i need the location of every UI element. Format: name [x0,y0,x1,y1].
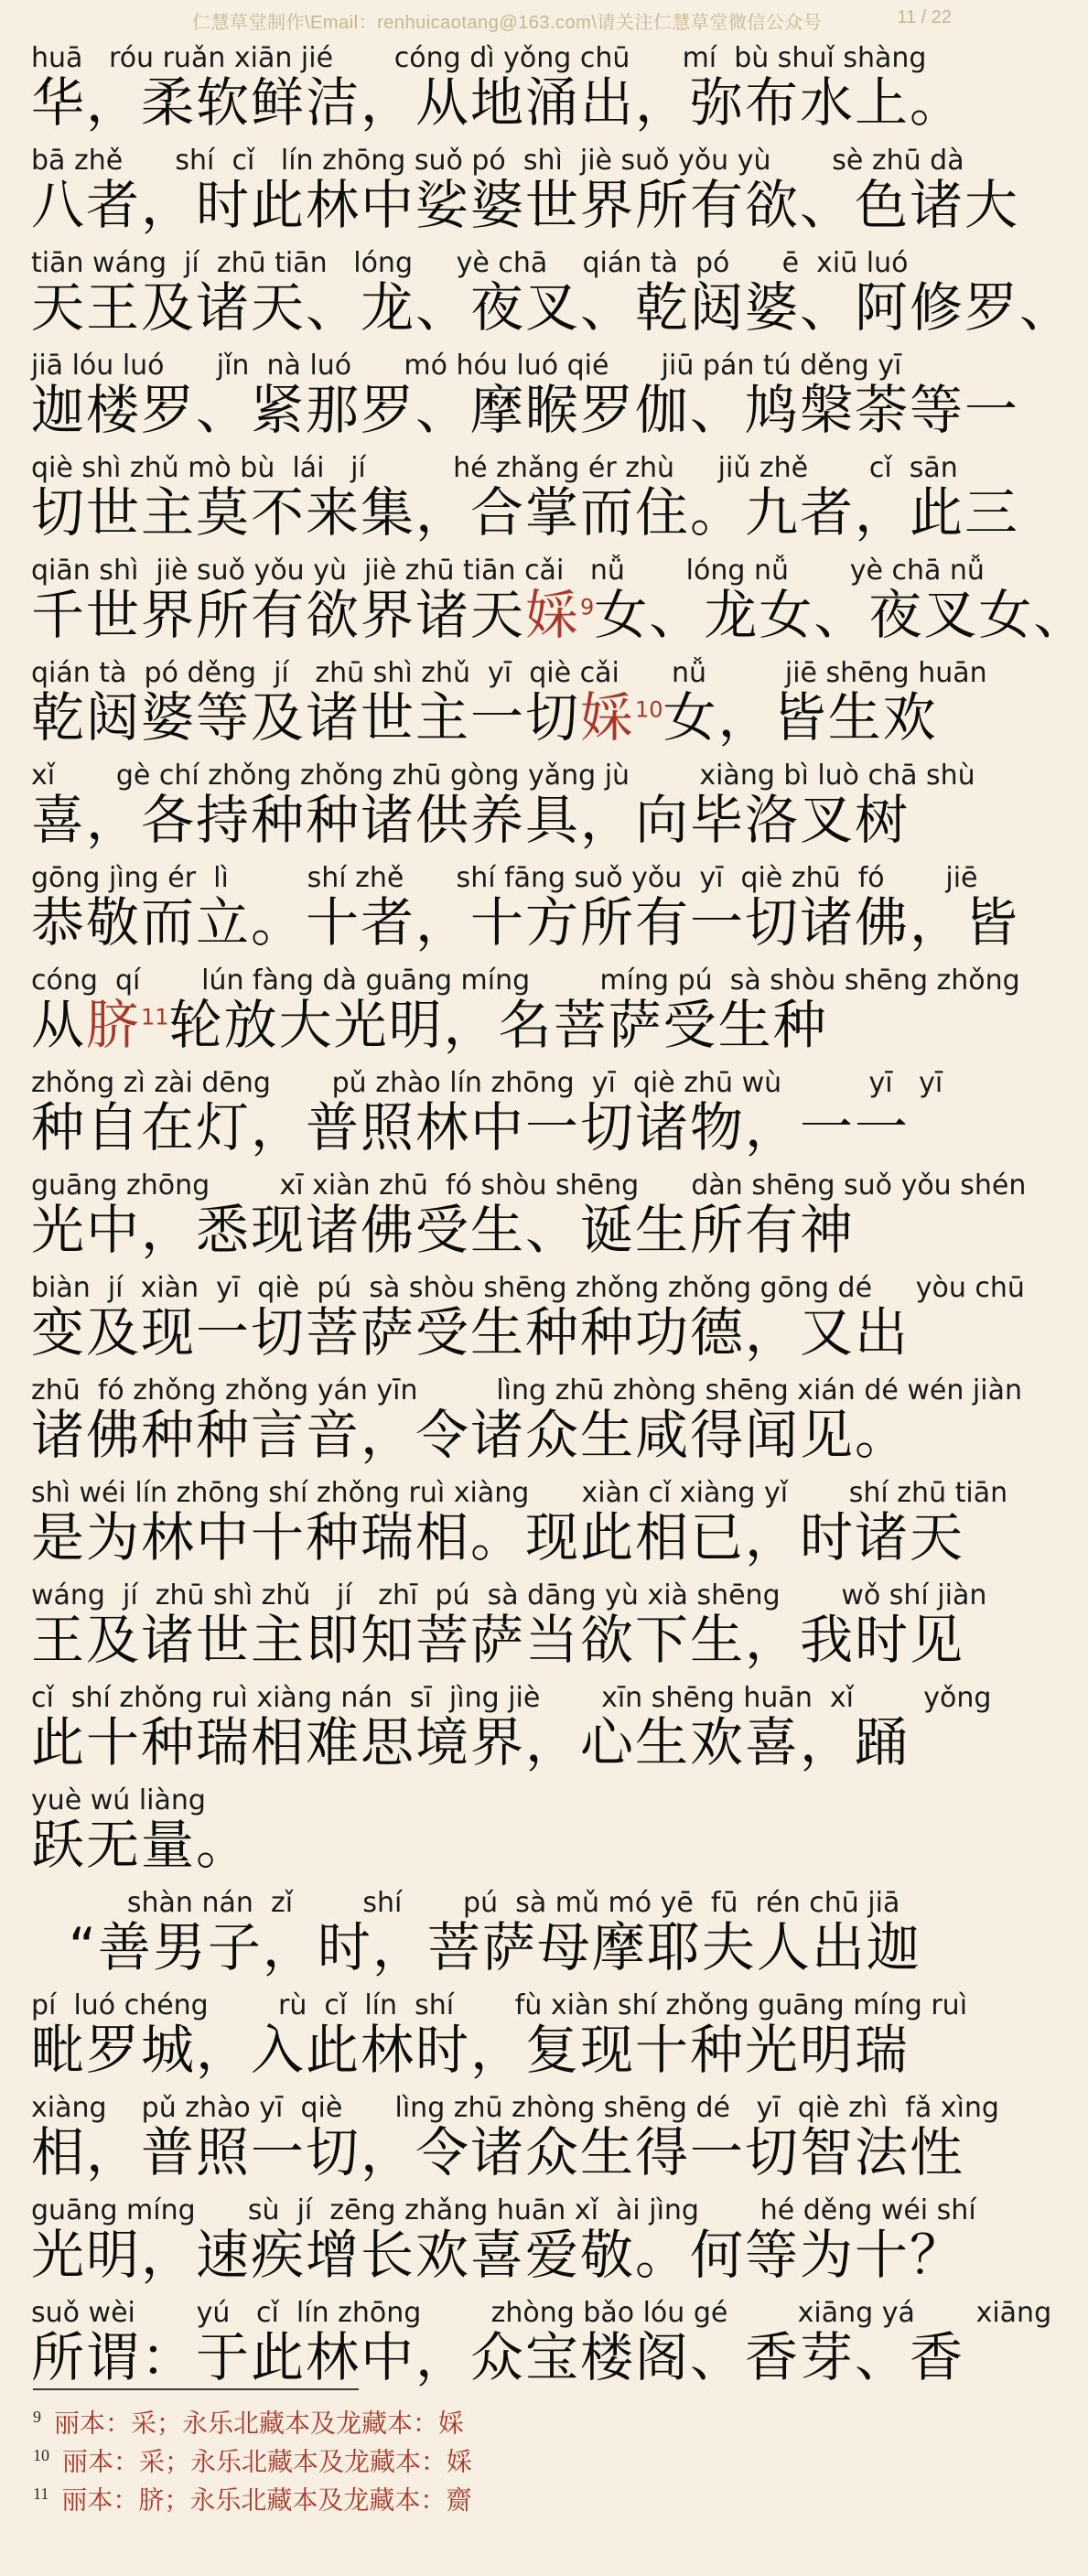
hanzi-line: 恭敬而立。十者，十方所有一切诸佛，皆 [31,891,1020,954]
footnote-number: 9 [33,2408,41,2426]
pinyin-line: shì wéi lín zhōng shí zhǒng ruì xiàng xiàn cǐ xiàng yǐ shí zhū tiān [31,1477,1008,1509]
hanzi-line: 此十种瑞相难思境界，心生欢喜，踊 [31,1711,910,1773]
sutra-text [0,29,1088,2388]
pinyin-line: tiān wáng jí zhū tiān lóng yè chā qián tà pó ē xiū luó [31,247,909,279]
pinyin-line: zhǒng zì zài dēng pǔ zhào lín zhōng yī qiè zhū wù yī yī [31,1067,943,1099]
pinyin-line: suǒ wèi yú cǐ lín zhōng zhòng bǎo lóu gé xiāng yá xiāng [31,2297,1052,2329]
pinyin-line: xǐ gè chí zhǒng zhǒng zhū gòng yǎng jù xiàng bì luò chā shù [31,760,975,792]
text-line [0,1772,988,1874]
text-line [0,1977,988,2079]
page-number: 11 / 22 [897,7,952,27]
hanzi-line: 王及诸世主即知菩萨当欲下生，我时见 [31,1609,965,1671]
hanzi-line: 是为林中十种瑞相。现此相已，时诸天 [31,1506,965,1568]
pinyin-line: qiè shì zhǔ mò bù lái jí hé zhǎng ér zhù jiǔ zhě cǐ sān [31,452,958,484]
text-line [0,1464,1008,1568]
footnote-text: 丽本：脐；永乐北藏本及龙藏本：齌 [61,2484,472,2516]
text-line [0,747,988,849]
pinyin-line: gōng jìng ér lì shí zhě shí fāng suǒ yǒu yī qiè zhū fó jiē [31,862,978,894]
text-line [0,234,1075,339]
text-line [0,2182,988,2284]
footnote [33,2440,473,2477]
footnote-text: 丽本：采；永乐北藏本及龙藏本：婇 [54,2408,465,2439]
hanzi-segment: 轮放大光明，名菩萨受生种 [168,994,828,1056]
hanzi-line: 光中，悉现诸佛受生、诞生所有神 [31,1199,856,1261]
text-line [0,1054,988,1157]
footnote-marker[interactable]: 11 [141,1004,169,1030]
pinyin-line: yuè wú liàng [31,1784,206,1816]
pinyin-line: jiā lóu luó jǐn nà luó mó hóu luó qié jiū pán tú děng yī [31,350,902,382]
pinyin-line: biàn jí xiàn yī qiè pú sà shòu shēng zhǒng zhǒng gōng dé yòu chū [31,1272,1025,1304]
pinyin-line: guāng zhōng xī xiàn zhū fó shòu shēng dàn shēng suǒ yǒu shén [31,1169,1027,1202]
hanzi-segment: 千世界所有欲界诸天 [31,584,526,646]
hanzi-line: 切世主莫不来集，合掌而住。九者，此三 [31,481,1020,544]
text-line [0,952,1020,1056]
pinyin-line: cǐ shí zhǒng ruì xiàng nán sī jìng jiè xīn shēng huān xǐ yǒng [31,1682,992,1714]
footnote-text: 丽本：采；永乐北藏本及龙藏本：婇 [62,2446,473,2477]
hanzi-line: 所谓：于此林中，众宝楼阁、香芽、香 [31,2326,965,2388]
hanzi-line [31,994,964,1056]
hanzi-line: 天王及诸天、龙、夜叉、乾闼婆、阿修罗、 [31,276,1075,339]
text-line [0,542,1088,646]
footnote-marker[interactable]: 9 [580,594,595,620]
hanzi-line [31,686,964,749]
footnote [33,2401,465,2439]
hanzi-segment: 女、龙女、夜叉女、 [594,584,1088,646]
pinyin-line: pí luó chéng rù cǐ lín shí fù xiàn shí zhǒng guāng míng ruì [31,1989,968,2021]
hanzi-line: “善男子，时，菩萨母摩耶夫人出迦 [31,1916,921,1978]
variant-character: 脐 [86,994,142,1056]
footnote [33,2478,472,2516]
hanzi-segment: 女，皆生欢 [662,686,938,749]
hanzi-line: 八者，时此林中娑婆世界所有欲、色诸大 [31,174,1020,236]
hanzi-line: 诸佛种种言音，令诸众生咸得闻见。 [31,1404,910,1466]
variant-character: 婇 [525,584,581,646]
pinyin-line: qián tà pó děng jí zhū shì zhǔ yī qiè cǎi nǚ jiē shēng huān [31,657,987,689]
text-line [0,2079,999,2183]
hanzi-line: 跃无量。 [31,1814,252,1876]
text-line [0,29,988,132]
text-line [0,132,1020,236]
pinyin-line: wáng jí zhū shì zhǔ jí zhī pú sà dāng yù xià shēng wǒ shí jiàn [31,1579,987,1611]
header-text: 仁慧草堂制作\Email：renhuicaotang@163.com\请关注仁慧草堂微信公众号 [192,13,823,33]
text-line [0,1567,988,1669]
footnote-number: 10 [33,2446,49,2464]
text-line [0,644,988,747]
text-line [0,849,1020,954]
hanzi-line: 毗罗城，入此林时，复现十种光明瑞 [31,2019,910,2081]
hanzi-line [31,584,1088,646]
pinyin-line: xiàng pǔ zhào yī qiè lìng zhū zhòng shēng dé yī qiè zhì fǎ xìng [31,2092,999,2124]
pinyin-line: bā zhě shí cǐ lín zhōng suǒ pó shì jiè suǒ yǒu yù sè zhū dà [31,145,964,177]
text-line [0,2284,1052,2388]
hanzi-line: 光明，速疾增长欢喜爱敬。何等为十？ [31,2224,965,2286]
pinyin-line: zhū fó zhǒng zhǒng yán yīn lìng zhū zhòng shēng xián dé wén jiàn [31,1374,1022,1407]
text-line [0,1669,992,1773]
hanzi-line: 华，柔软鲜洁，从地涌出，弥布水上。 [31,71,965,134]
pinyin-line: qiān shì jiè suǒ yǒu yù jiè zhū tiān cǎi nǚ lóng nǚ yè chā nǚ [31,555,985,587]
hanzi-line: 种自在灯，普照林中一切诸物，一一 [31,1096,910,1159]
hanzi-line: 迦楼罗、紧那罗、摩睺罗伽、鸠槃荼等一 [31,379,1020,441]
text-line [0,1259,1025,1363]
text-line [0,337,1020,441]
hanzi-segment: 从 [31,994,87,1056]
text-line [0,439,1020,544]
variant-character: 婇 [580,686,636,749]
hanzi-line: 变及现一切菩萨受生种种功德，又出 [31,1301,910,1363]
text-line [0,1157,1027,1261]
pinyin-line: cóng qí lún fàng dà guāng míng míng pú sà shòu shēng zhǒng [31,965,1020,997]
pinyin-line: shàn nán zǐ shí pú sà mǔ mó yē fū rén chū jiā [31,1887,900,1919]
footnote-number: 11 [33,2484,49,2503]
hanzi-segment: 乾闼婆等及诸世主一切 [31,686,581,749]
footnote-divider [33,2388,359,2390]
hanzi-line: 喜，各持种种诸供养具，向毕洛叉树 [31,789,910,851]
pinyin-line: huā róu ruǎn xiān jié cóng dì yǒng chū mí bù shuǐ shàng [31,42,927,74]
hanzi-line: 相，普照一切，令诸众生得一切智法性 [31,2121,965,2183]
text-line [0,1874,988,1977]
pinyin-line: guāng míng sù jí zēng zhǎng huān xǐ ài jìng hé děng wéi shí [31,2194,976,2226]
text-line [0,1362,1022,1466]
footnote-marker[interactable]: 10 [635,696,663,723]
